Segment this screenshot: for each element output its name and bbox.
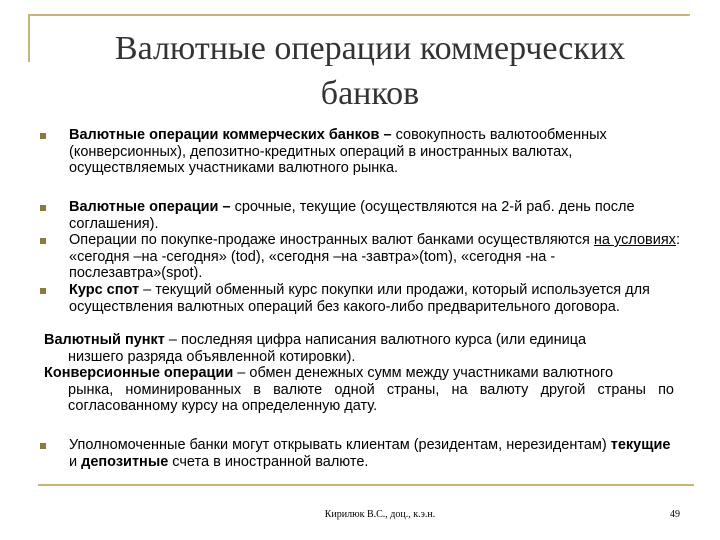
paragraph-text: Уполномоченные банки могут открывать клиентам (резидентам, нерезидентам) [69,437,611,453]
paragraph-spot-rate [69,282,681,315]
term-bold: Валютный пункт [44,332,165,348]
paragraph-text-continued: рынка, номинированных в валюте одной страны, на валюту другой страны по согласованному курсу на определенную дату. [68,381,674,415]
bullet-square-icon [40,443,46,449]
paragraph-text: – последняя цифра написания валютного курса (или единица [164,332,587,348]
term-bold: Валютные операции – [69,199,231,215]
paragraph-text-continued: низшего разряда объявленной котировки). [68,348,356,365]
page-number: 49 [670,509,680,520]
paragraph-definition [69,127,681,177]
paragraph-text: – текущий обменный курс покупки или продажи, который используется для осуществления валютных операций без какого-либо предварительного договора. [69,282,650,315]
footer-divider [38,484,694,486]
paragraph-text: – обмен денежных сумм между участниками валютного [233,365,614,381]
paragraph-text: срочные, текущие (осуществляются на 2-й раб. день после соглашения). [69,199,635,232]
paragraph-operation-types [69,199,681,232]
paragraph-currency-point [44,332,674,365]
bullet-square-icon [40,288,46,294]
term-bold: депозитные [81,453,169,470]
underlined-term: на условиях [593,232,676,248]
paragraph-text: и [69,453,82,470]
paragraph-conversion [44,365,674,415]
term-bold: Валютные операции коммерческих банков – [69,127,392,143]
bullet-square-icon [40,205,46,211]
paragraph-text: счета в иностранной валюте. [168,453,369,470]
paragraph-authorized-banks [69,437,681,470]
paragraph-conditions [69,232,681,282]
paragraph-text: : «сегодня –на -сегодня» (tod), «сегодня –на -завтра»(tom), «сегодня -на - послезавтра»(spot). [69,232,680,282]
paragraph-text: Операции по покупке-продаже иностранных валют банками осуществляются [69,232,594,248]
term-bold: текущие [610,437,671,453]
footer-author: Кирилюк В.С., доц., к.э.н. [324,509,436,520]
bullet-square-icon [40,238,46,244]
term-bold: Конверсионные операции [44,365,234,381]
title-line-2: банков [320,75,420,112]
bullet-square-icon [40,133,46,139]
term-bold: Курс спот [69,282,140,298]
title-line-1: Валютные операции коммерческих [114,30,626,67]
paragraph-text: совокупность валютообменных (конверсионных), депозитно-кредитных операций в иностранных валютах, осуществляемых участниками валютного рынка. [69,127,607,177]
